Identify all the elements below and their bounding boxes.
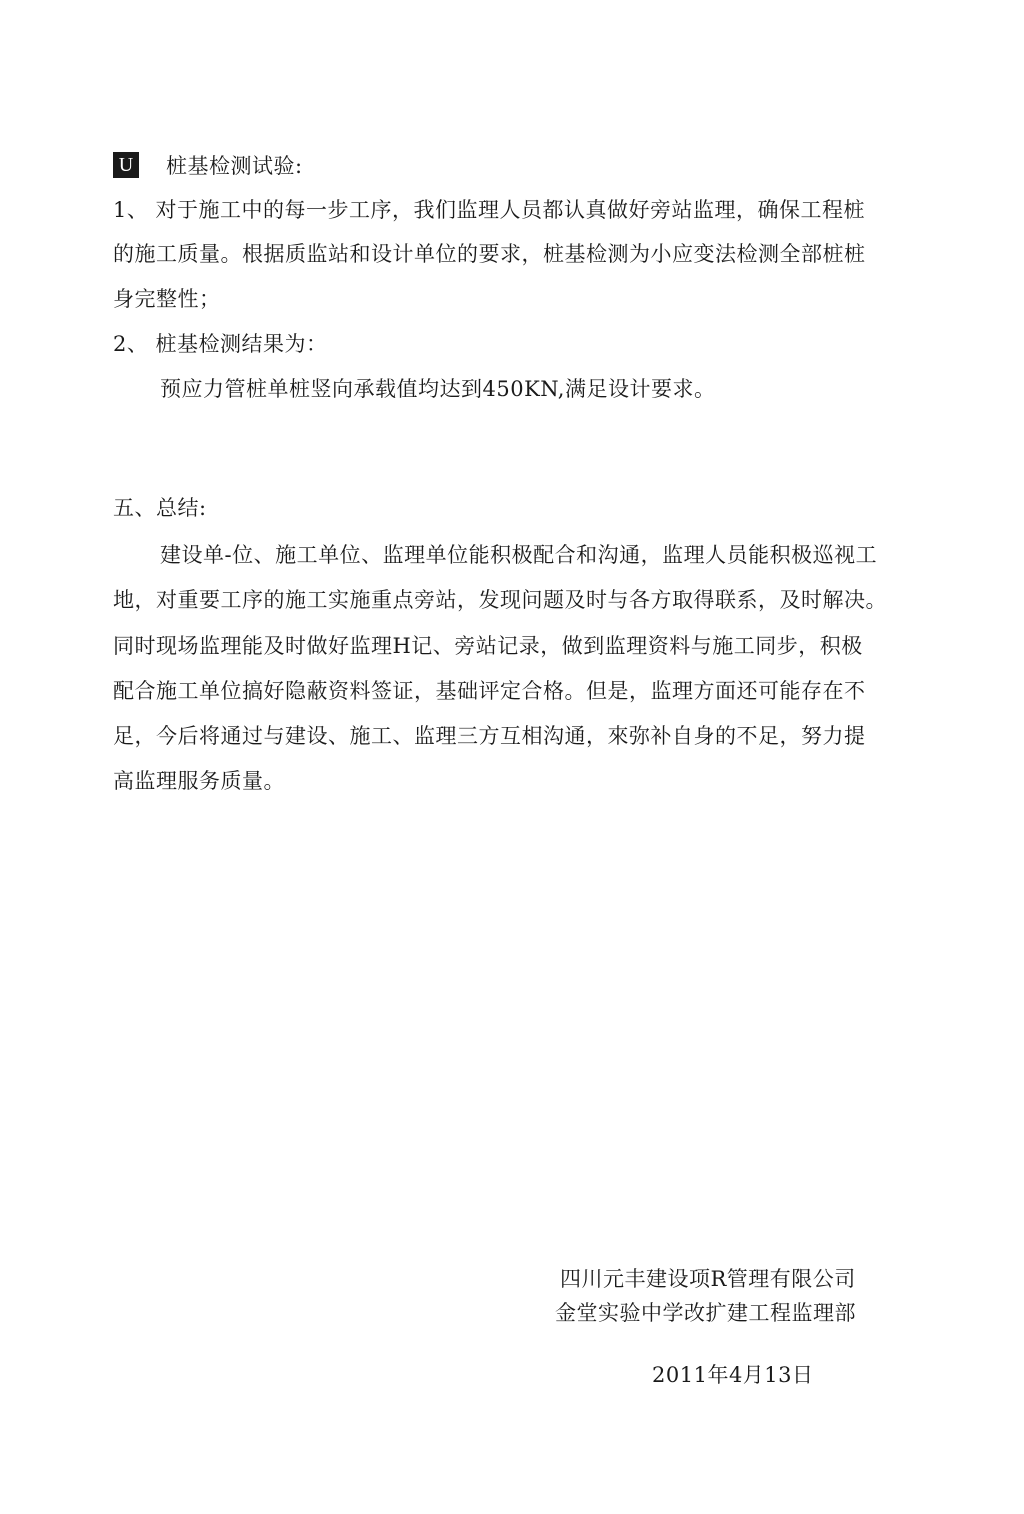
- signature-date: 2011年4月13日: [652, 1363, 814, 1387]
- paragraph-line: 的施工质量。根据质监站和设计单位的要求，桩基检测为小应变法检测全部桩桩: [113, 242, 866, 266]
- list-item-pile-results: 2、 桩基检测结果为：: [113, 332, 328, 356]
- section-heading-pile-testing: 桩基检测试验:: [166, 154, 303, 178]
- summary-line: 建设单-位、施工单位、监理单位能积极配合和沟通，监理人员能积极巡视工: [160, 543, 878, 567]
- summary-line: 高监理服务质量。: [113, 769, 285, 793]
- signature-company: 四川元丰建设项R管理有限公司: [560, 1267, 856, 1291]
- summary-line: 地，对重要工序的施工实施重点旁站，发现问题及时与各方取得联系，及时解决。: [113, 588, 887, 612]
- summary-line: 配合施工单位搞好隐蔽资料签证，基础评定合格。但是，监理方面还可能存在不: [113, 679, 866, 703]
- pile-test-result-text: 预应力管桩单桩竖向承载值均达到450KN,满足设计要求。: [160, 377, 716, 401]
- square-bullet-icon: U: [113, 152, 139, 178]
- summary-line: 同时现场监理能及时做好监理H记、旁站记录，做到监理资料与施工同步，积极: [113, 634, 863, 658]
- paragraph-line: 身完整性；: [113, 287, 221, 311]
- summary-line: 足，今后将通过与建设、施工、监理三方互相沟通，來弥补自身的不足，努力提: [113, 724, 866, 748]
- section-heading-summary: 五、总结:: [113, 496, 207, 520]
- signature-department: 金堂实验中学改扩建工程监理部: [555, 1301, 856, 1325]
- paragraph-line: 1、 对于施工中的每一步工序，我们监理人员都认真做好旁站监理，确保工程桩: [113, 198, 866, 222]
